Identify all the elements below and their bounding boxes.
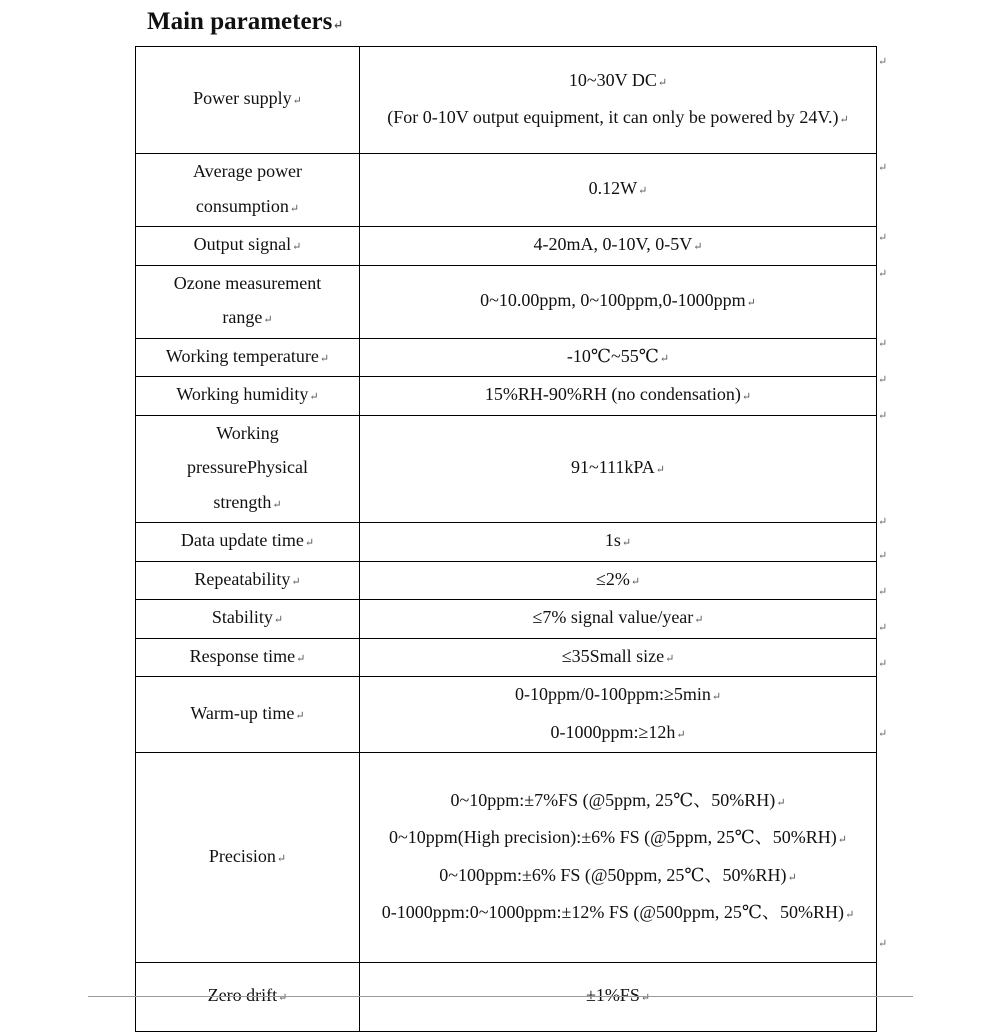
row-end-mark-icon: ↵ <box>878 622 888 634</box>
parameter-label: Power supply <box>193 88 292 109</box>
paragraph-mark-icon: ↵ <box>296 652 306 665</box>
page-title <box>147 4 343 43</box>
parameter-label-cell <box>136 377 360 416</box>
parameter-label: Working humidity <box>176 384 309 404</box>
paragraph-mark-icon: ↵ <box>276 852 287 865</box>
row-end-mark-icon: ↵ <box>878 232 888 244</box>
paragraph-mark-icon: ↵ <box>746 296 756 309</box>
parameters-table-body <box>136 47 877 1032</box>
table-row <box>136 154 877 227</box>
row-end-mark-icon: ↵ <box>878 268 888 280</box>
row-end-mark-icon: ↵ <box>878 374 888 386</box>
parameter-value-cell <box>360 600 877 639</box>
row-end-mark-icon: ↵ <box>878 338 888 350</box>
table-row <box>136 963 877 1032</box>
parameter-value-cell <box>360 227 877 266</box>
parameter-value: 1s <box>604 530 621 550</box>
parameter-label-cell <box>136 638 360 677</box>
row-end-mark-icon: ↵ <box>878 938 888 950</box>
parameter-value: 0~10ppm(High precision):±6% FS (@5ppm, 25℃、50%RH) <box>388 827 837 847</box>
table-row <box>136 338 877 377</box>
parameter-value: 0~10ppm:±7%FS (@5ppm, 25℃、50%RH) <box>450 789 776 810</box>
parameter-label-cell <box>136 753 360 963</box>
paragraph-mark-icon: ↵ <box>655 464 665 476</box>
parameter-label: Working <box>216 422 279 443</box>
parameter-value: -10℃~55℃ <box>566 345 659 366</box>
paragraph-mark-icon: ↵ <box>292 95 302 108</box>
parameter-label: strength <box>213 491 272 512</box>
paragraph-mark-icon: ↵ <box>837 834 848 846</box>
parameter-label-cell <box>136 265 360 338</box>
parameter-value: 0~10.00ppm, 0~100ppm,0-1000ppm <box>480 289 746 310</box>
row-end-mark-icon: ↵ <box>878 410 888 422</box>
table-row <box>136 638 877 677</box>
paragraph-mark-icon: ↵ <box>657 76 668 89</box>
parameter-value: 4-20mA, 0-10V, 0-5V <box>533 234 693 254</box>
page-title-text: Main parameters <box>147 8 333 35</box>
parameter-value: ≤2% <box>595 568 630 589</box>
parameter-value-cell <box>360 561 877 600</box>
table-row <box>136 265 877 338</box>
paragraph-mark-icon: ↵ <box>640 992 651 1005</box>
row-end-mark-icon: ↵ <box>878 162 888 174</box>
parameter-label-cell <box>136 154 360 227</box>
paragraph-mark-icon: ↵ <box>273 614 284 626</box>
paragraph-mark-icon: ↵ <box>638 185 648 198</box>
parameter-label: range <box>222 307 263 327</box>
parameter-label-cell <box>136 561 360 600</box>
parameters-table <box>135 46 877 1032</box>
parameter-value: 0~100ppm:±6% FS (@50ppm, 25℃、50%RH) <box>439 864 787 885</box>
parameter-value: 91~111kPA <box>571 457 655 477</box>
parameter-label-cell <box>136 963 360 1032</box>
parameter-label: Zero drift <box>207 985 278 1006</box>
parameter-label-cell <box>136 600 360 639</box>
parameter-label: Precision <box>208 845 276 866</box>
parameter-label-cell <box>136 523 360 562</box>
parameter-value-cell <box>360 265 877 338</box>
parameter-label-cell <box>136 338 360 377</box>
parameter-label: Stability <box>211 607 273 627</box>
parameter-value-cell <box>360 523 877 562</box>
parameter-value: 0.12W <box>588 178 638 199</box>
row-end-mark-icon: ↵ <box>878 586 888 598</box>
parameter-label: Repeatability <box>194 568 291 589</box>
paragraph-mark-icon: ↵ <box>304 537 315 549</box>
paragraph-mark-icon: ↵ <box>295 709 305 722</box>
table-row <box>136 677 877 753</box>
paragraph-mark-icon: ↵ <box>676 728 686 741</box>
paragraph-mark-icon: ↵ <box>694 614 704 626</box>
paragraph-mark-icon: ↵ <box>319 352 330 365</box>
row-end-mark-icon: ↵ <box>878 550 888 562</box>
parameter-value: ±1%FS <box>585 985 640 1006</box>
table-row <box>136 753 877 963</box>
parameter-label: consumption <box>195 195 289 216</box>
parameter-value-cell <box>360 47 877 154</box>
page-bottom-rule <box>88 996 913 997</box>
paragraph-mark-icon: ↵ <box>693 241 703 253</box>
parameter-value: 15%RH-90%RH (no condensation) <box>484 384 741 404</box>
paragraph-mark-icon: ↵ <box>839 114 849 126</box>
parameter-value: (For 0-10V output equipment, it can only be powered by 24V.) <box>387 107 839 127</box>
parameter-label: Working temperature <box>165 345 319 366</box>
parameter-value: ≤7% signal value/year <box>532 607 694 627</box>
parameter-value-cell <box>360 154 877 227</box>
parameter-value: 0-10ppm/0-100ppm:≥5min <box>514 684 711 704</box>
table-row <box>136 523 877 562</box>
paragraph-mark-icon: ↵ <box>278 992 288 1005</box>
parameter-label-cell <box>136 677 360 753</box>
paragraph-mark-icon: ↵ <box>741 391 752 403</box>
parameter-value-cell <box>360 338 877 377</box>
parameter-label-cell <box>136 47 360 154</box>
table-row <box>136 47 877 154</box>
table-row <box>136 415 877 523</box>
paragraph-mark-icon: ↵ <box>711 691 722 703</box>
parameter-label-cell <box>136 415 360 523</box>
parameter-value-cell <box>360 415 877 523</box>
parameter-value-cell <box>360 753 877 963</box>
paragraph-mark-icon: ↵ <box>621 537 632 549</box>
paragraph-mark-icon: ↵ <box>776 796 786 809</box>
parameter-value: 0-1000ppm:≥12h <box>550 721 676 742</box>
parameter-value-cell <box>360 677 877 753</box>
paragraph-mark-icon: ↵ <box>309 391 319 403</box>
row-end-mark-icon: ↵ <box>878 728 888 740</box>
table-row <box>136 561 877 600</box>
row-end-mark-icon: ↵ <box>878 56 888 68</box>
parameter-label: Warm-up time <box>190 702 295 723</box>
parameter-label: Data update time <box>180 530 304 550</box>
paragraph-mark-icon: ↵ <box>263 314 273 326</box>
paragraph-mark-icon: ↵ <box>289 202 300 215</box>
row-end-mark-icon: ↵ <box>878 516 888 528</box>
table-row <box>136 600 877 639</box>
paragraph-mark-icon: ↵ <box>665 652 675 665</box>
parameter-label: pressurePhysical <box>187 457 308 477</box>
table-row <box>136 377 877 416</box>
paragraph-mark-icon: ↵ <box>845 909 855 921</box>
paragraph-mark-icon: ↵ <box>332 17 344 32</box>
parameter-label-cell <box>136 227 360 266</box>
parameter-label: Output signal <box>193 234 292 254</box>
paragraph-mark-icon: ↵ <box>659 352 670 365</box>
parameter-value-cell <box>360 377 877 416</box>
parameter-label: Response time <box>189 645 296 666</box>
paragraph-mark-icon: ↵ <box>787 871 797 884</box>
paragraph-mark-icon: ↵ <box>630 575 641 588</box>
paragraph-mark-icon: ↵ <box>272 498 282 511</box>
row-end-mark-icon: ↵ <box>878 658 888 670</box>
parameter-value: 0-1000ppm:0~1000ppm:±12% FS (@500ppm, 25℃、50%RH) <box>381 902 845 922</box>
parameter-value-cell <box>360 963 877 1032</box>
paragraph-mark-icon: ↵ <box>292 241 302 253</box>
parameter-value-cell <box>360 638 877 677</box>
parameter-value: 10~30V DC <box>568 69 657 90</box>
table-row <box>136 227 877 266</box>
parameter-label: Average power <box>192 161 303 181</box>
parameter-value: ≤35Small size <box>561 645 665 666</box>
paragraph-mark-icon: ↵ <box>291 575 301 588</box>
parameter-label: Ozone measurement <box>173 272 322 293</box>
